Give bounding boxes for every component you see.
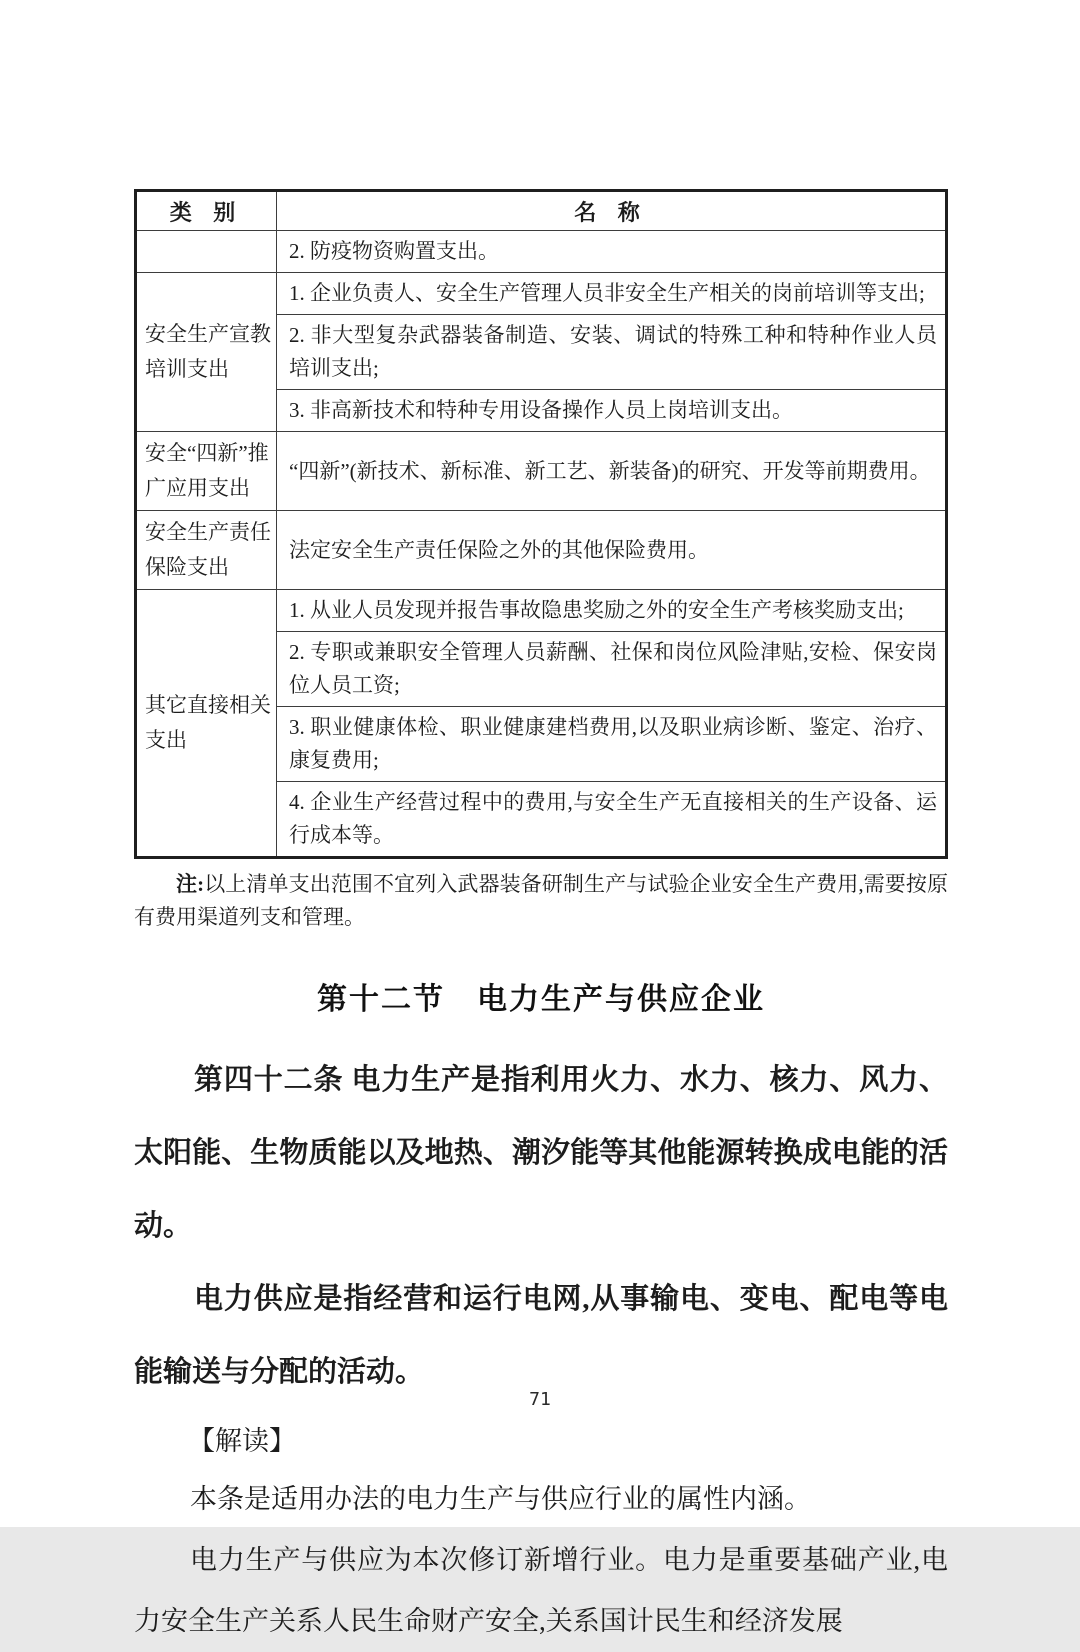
name-cell: “四新”(新技术、新标准、新工艺、新装备)的研究、开发等前期费用。 <box>277 432 947 511</box>
table-header-row <box>136 191 947 231</box>
expense-category-table <box>134 189 948 859</box>
page-number: 71 <box>529 1389 551 1410</box>
table-header-category: 类 别 <box>136 191 277 231</box>
table-row <box>136 231 947 273</box>
category-cell-training: 安全生产宣教培训支出 <box>136 273 277 432</box>
article-paragraph-1: 第四十二条 电力生产是指利用火力、水力、核力、风力、太阳能、生物质能以及地热、潮汐能等其他能源转换成电能的活动。 <box>134 1064 948 1242</box>
category-cell-other-direct: 其它直接相关支出 <box>136 590 277 858</box>
category-cell-empty <box>136 231 277 273</box>
name-cell: 3. 职业健康体检、职业健康建档费用,以及职业病诊断、鉴定、治疗、康复费用; <box>277 707 947 782</box>
name-cell: 3. 非高新技术和特种专用设备操作人员上岗培训支出。 <box>277 390 947 432</box>
interpretation-paragraph-2: 电力生产与供应为本次修订新增行业。电力是重要基础产业,电力安全生产关系人民生命财产安全,关系国计民生和经济发展 <box>134 1545 948 1636</box>
table-row <box>136 432 947 511</box>
footnote-text: 以上清单支出范围不宜列入武器装备研制生产与试验企业安全生产费用,需要按原有费用渠道列支和管理。 <box>134 872 949 929</box>
interpretation-label: 【解读】 <box>188 1426 296 1456</box>
name-cell: 1. 企业负责人、安全生产管理人员非安全生产相关的岗前培训等支出; <box>277 273 947 315</box>
table-row <box>136 511 947 590</box>
table-row <box>136 590 947 632</box>
name-cell: 2. 非大型复杂武器装备制造、安装、调试的特殊工种和特种作业人员培训支出; <box>277 315 947 390</box>
table-footnote <box>134 868 948 934</box>
category-cell-insurance: 安全生产责任保险支出 <box>136 511 277 590</box>
footnote-label: 注: <box>176 872 205 896</box>
article-paragraph-2: 电力供应是指经营和运行电网,从事输电、变电、配电等电能输送与分配的活动。 <box>134 1283 948 1388</box>
table-row <box>136 273 947 315</box>
interpretation-paragraph-1: 本条是适用办法的电力生产与供应行业的属性内涵。 <box>190 1484 811 1514</box>
table-header-name: 名 称 <box>277 191 947 231</box>
name-cell: 法定安全生产责任保险之外的其他保险费用。 <box>277 511 947 590</box>
name-cell: 2. 防疫物资购置支出。 <box>277 231 947 273</box>
name-cell: 1. 从业人员发现并报告事故隐患奖励之外的安全生产考核奖励支出; <box>277 590 947 632</box>
name-cell: 2. 专职或兼职安全管理人员薪酬、社保和岗位风险津贴,安检、保安岗位人员工资; <box>277 632 947 707</box>
section-title: 第十二节 电力生产与供应企业 <box>317 983 765 1016</box>
name-cell: 4. 企业生产经营过程中的费用,与安全生产无直接相关的生产设备、运行成本等。 <box>277 782 947 858</box>
page-content <box>134 189 948 1652</box>
category-cell-four-new: 安全“四新”推广应用支出 <box>136 432 277 511</box>
